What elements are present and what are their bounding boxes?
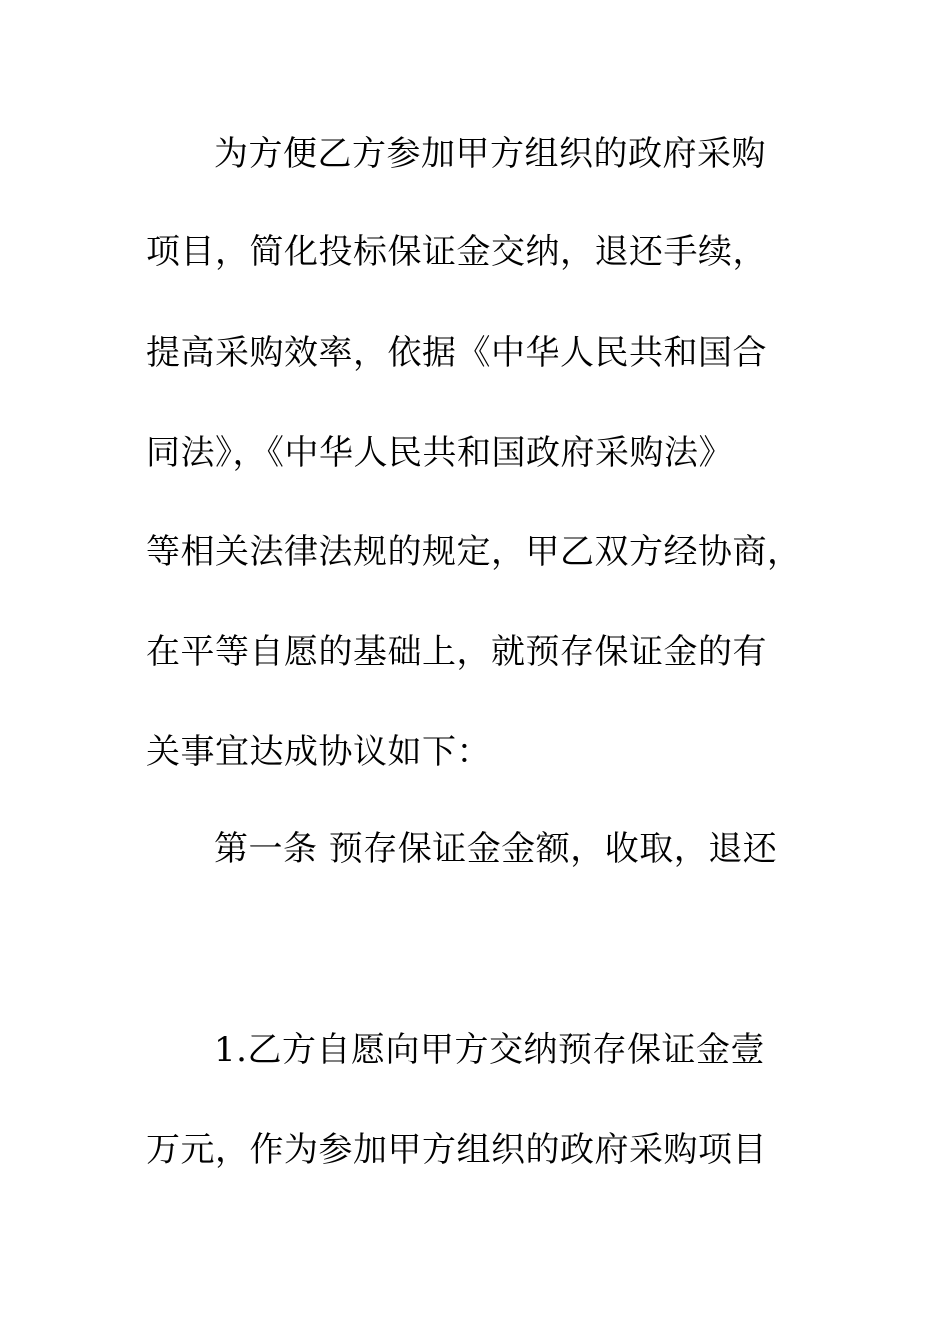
paragraph-line: 等相关法律法规的规定，甲乙双方经协商， bbox=[146, 532, 802, 572]
section-heading: 第一条 预存保证金金额，收取，退还 bbox=[214, 829, 778, 869]
paragraph-line: 同法》，《中华人民共和国政府采购法》 bbox=[146, 433, 733, 473]
paragraph-line: 关事宜达成协议如下： bbox=[146, 732, 491, 772]
paragraph-line: 项目，简化投标保证金交纳，退还手续， bbox=[146, 232, 767, 272]
paragraph-line: 万元，作为参加甲方组织的政府采购项目 bbox=[146, 1130, 767, 1170]
paragraph-line: 为方便乙方参加甲方组织的政府采购 bbox=[214, 134, 766, 174]
paragraph-line: 在平等自愿的基础上，就预存保证金的有 bbox=[146, 632, 767, 672]
paragraph-line: 1.乙方自愿向甲方交纳预存保证金壹 bbox=[214, 1030, 765, 1070]
paragraph-line: 提高采购效率，依据《中华人民共和国合 bbox=[146, 333, 767, 373]
